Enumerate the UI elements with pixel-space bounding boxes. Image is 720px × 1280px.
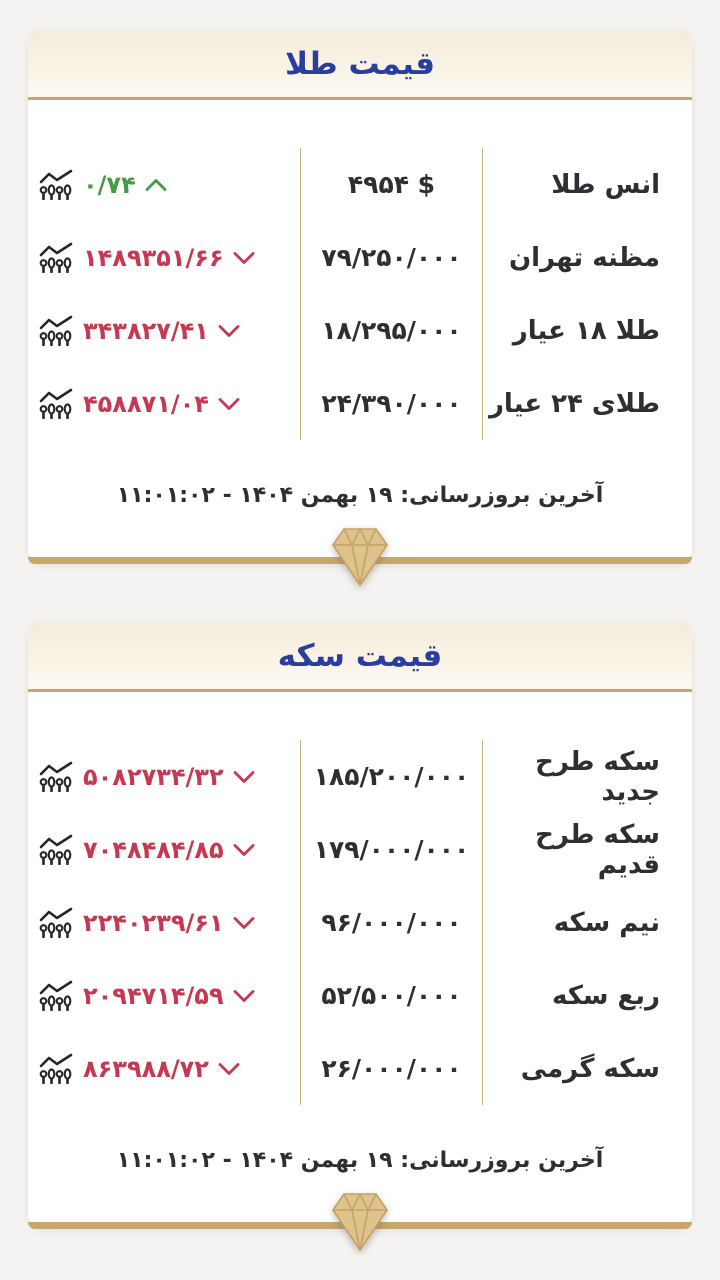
coin-price-table — [28, 740, 692, 1105]
coin-card-bottom-bar — [28, 1222, 692, 1229]
price-row — [28, 367, 692, 440]
price-change — [28, 367, 300, 440]
change-value: ۲۲۴۰۲۳۹/۶۱ — [83, 908, 224, 937]
price-row — [28, 959, 692, 1032]
change-value: ۱۴۸۹۳۵۱/۶۶ — [83, 243, 224, 272]
change-value: ۰/۷۴ — [83, 170, 136, 199]
price-row — [28, 221, 692, 294]
price-chart-icon[interactable] — [39, 834, 74, 865]
price-row — [28, 148, 692, 221]
chevron-down-icon — [233, 989, 255, 1003]
price-value: ۵۲/۵۰۰/۰۰۰ — [300, 959, 482, 1032]
price-change — [28, 294, 300, 367]
price-change — [28, 148, 300, 221]
price-label: سکه طرح قدیم — [482, 813, 692, 886]
chevron-down-icon — [233, 916, 255, 930]
chevron-down-icon — [233, 251, 255, 265]
price-value: ۱۸/۲۹۵/۰۰۰ — [300, 294, 482, 367]
price-change — [28, 740, 300, 813]
price-chart-icon[interactable] — [39, 388, 74, 419]
change-value: ۷۰۴۸۴۸۴/۸۵ — [83, 835, 224, 864]
price-change — [28, 1032, 300, 1105]
gold-last-update-text: آخرین بروزرسانی: ۱۹ بهمن ۱۴۰۴ - ۱۱:۰۱:۰۲ — [116, 483, 604, 508]
chevron-up-icon — [145, 178, 167, 192]
change-value: ۵۰۸۲۷۳۴/۳۲ — [83, 762, 224, 791]
price-label: طلا ۱۸ عیار — [482, 294, 692, 367]
gold-card-header — [28, 30, 692, 100]
chevron-down-icon — [233, 843, 255, 857]
gold-price-card — [28, 30, 692, 564]
change-value: ۴۵۸۸۷۱/۰۴ — [83, 389, 209, 418]
coin-card-title: قیمت سکه — [277, 637, 443, 674]
price-label: سکه گرمی — [482, 1032, 692, 1105]
chevron-down-icon — [218, 397, 240, 411]
chevron-down-icon — [233, 770, 255, 784]
price-label: سکه طرح جدید — [482, 740, 692, 813]
change-value: ۲۰۹۴۷۱۴/۵۹ — [83, 981, 224, 1010]
price-row — [28, 1032, 692, 1105]
gold-card-body — [28, 100, 692, 557]
price-row — [28, 813, 692, 886]
change-value: ۸۶۳۹۸۸/۷۲ — [83, 1054, 209, 1083]
gold-card-title: قیمت طلا — [284, 45, 436, 82]
price-row — [28, 740, 692, 813]
diamond-icon — [329, 523, 391, 593]
coin-last-update-text: آخرین بروزرسانی: ۱۹ بهمن ۱۴۰۴ - ۱۱:۰۱:۰۲ — [116, 1148, 604, 1173]
coin-card-header — [28, 622, 692, 692]
price-label: ربع سکه — [482, 959, 692, 1032]
price-change — [28, 959, 300, 1032]
price-value: ۷۹/۲۵۰/۰۰۰ — [300, 221, 482, 294]
gold-price-table — [28, 148, 692, 440]
price-chart-icon[interactable] — [39, 315, 74, 346]
diamond-icon — [329, 1188, 391, 1258]
price-chart-icon[interactable] — [39, 761, 74, 792]
price-label: مظنه تهران — [482, 221, 692, 294]
price-change — [28, 221, 300, 294]
coin-price-card — [28, 622, 692, 1229]
price-change — [28, 813, 300, 886]
change-value: ۳۴۳۸۲۷/۴۱ — [83, 316, 209, 345]
price-chart-icon[interactable] — [39, 907, 74, 938]
gold-card-bottom-bar — [28, 557, 692, 564]
price-row — [28, 294, 692, 367]
coin-card-body — [28, 692, 692, 1222]
price-row — [28, 886, 692, 959]
price-label: نیم سکه — [482, 886, 692, 959]
chevron-down-icon — [218, 1062, 240, 1076]
price-chart-icon[interactable] — [39, 242, 74, 273]
price-label: انس طلا — [482, 148, 692, 221]
price-value: ۱۷۹/۰۰۰/۰۰۰ — [300, 813, 482, 886]
price-change — [28, 886, 300, 959]
price-value: ۴۹۵۴ $ — [300, 148, 482, 221]
price-value: ۲۴/۳۹۰/۰۰۰ — [300, 367, 482, 440]
price-label: طلای ۲۴ عیار — [482, 367, 692, 440]
price-chart-icon[interactable] — [39, 169, 74, 200]
price-value: ۹۶/۰۰۰/۰۰۰ — [300, 886, 482, 959]
price-chart-icon[interactable] — [39, 980, 74, 1011]
chevron-down-icon — [218, 324, 240, 338]
price-chart-icon[interactable] — [39, 1053, 74, 1084]
price-value: ۲۶/۰۰۰/۰۰۰ — [300, 1032, 482, 1105]
price-value: ۱۸۵/۲۰۰/۰۰۰ — [300, 740, 482, 813]
